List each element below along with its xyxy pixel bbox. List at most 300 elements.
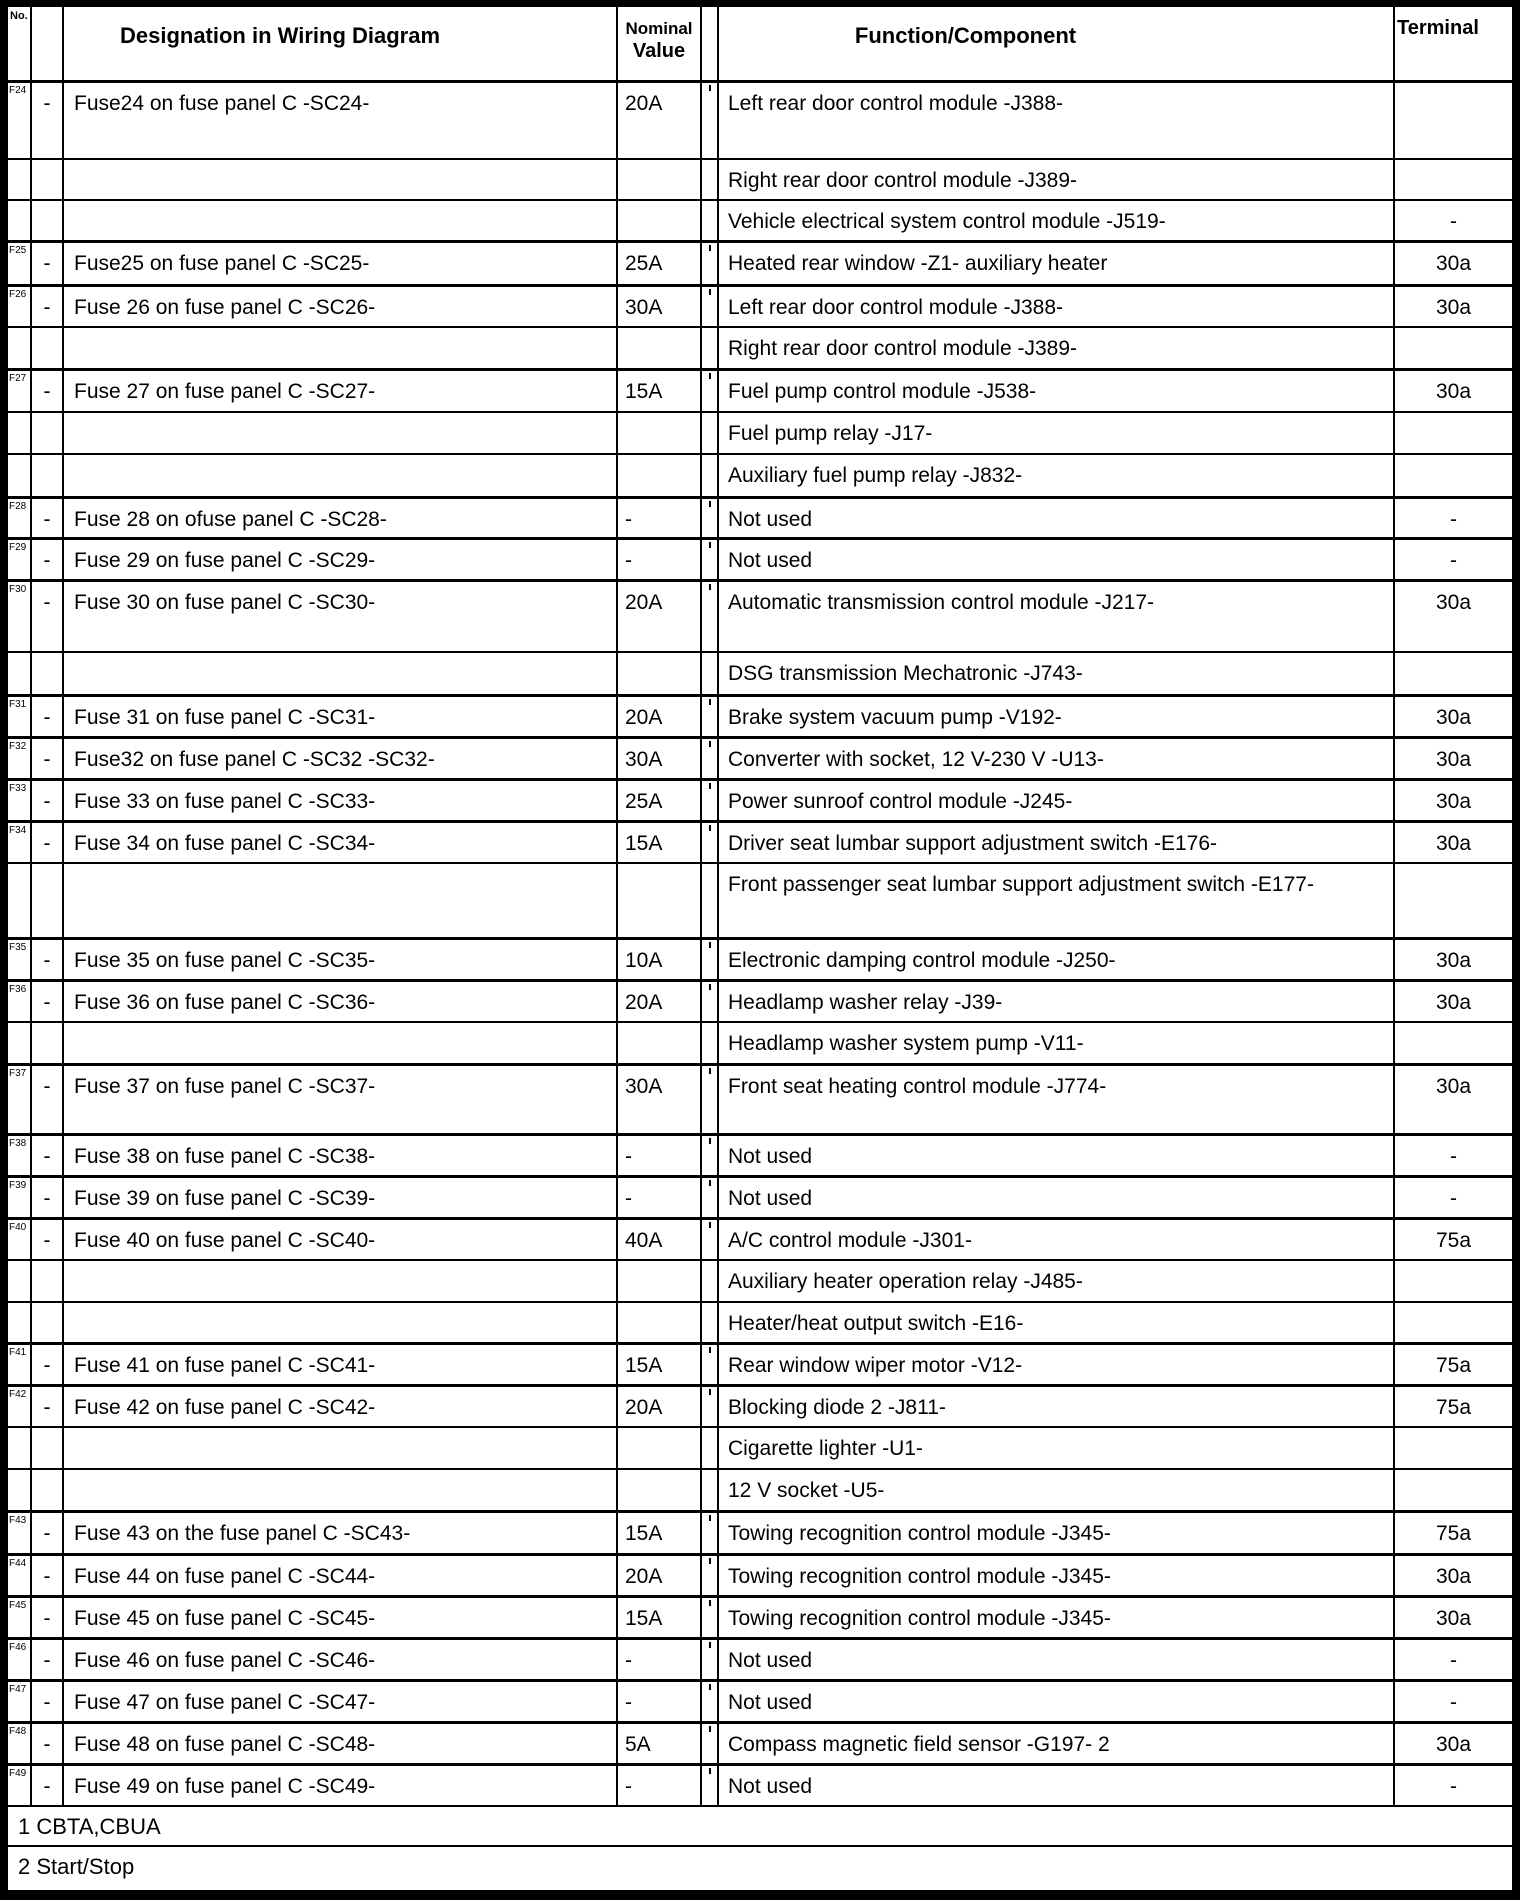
function-cell: Not used <box>719 499 1395 537</box>
scan-tick-mark <box>709 1768 711 1774</box>
terminal-cell <box>1395 1023 1512 1063</box>
fuse-id-label: F34 <box>8 823 32 862</box>
dash-cell: - <box>32 1513 64 1553</box>
dash-cell <box>32 328 64 368</box>
spacer-cell <box>702 243 719 284</box>
dash-cell: - <box>32 582 64 651</box>
nominal-value-cell <box>618 1303 702 1342</box>
dash-cell: - <box>32 1556 64 1595</box>
nominal-value-cell: - <box>618 499 702 537</box>
dash-cell: - <box>32 243 64 284</box>
table-header-row <box>8 7 1512 80</box>
spacer-cell <box>702 1345 719 1384</box>
function-cell: Auxiliary heater operation relay -J485- <box>719 1261 1395 1301</box>
function-cell: Towing recognition control module -J345- <box>719 1598 1395 1637</box>
table-row <box>8 937 1512 979</box>
function-cell: Headlamp washer relay -J39- <box>719 982 1395 1021</box>
fuse-id-label: F25 <box>8 243 32 284</box>
terminal-cell: 30a <box>1435 380 1472 403</box>
spacer-cell <box>702 864 719 937</box>
table-row <box>8 411 1512 453</box>
fuse-id-label: F39 <box>8 1178 32 1217</box>
scan-tick-mark <box>709 245 711 251</box>
spacer-cell <box>702 1640 719 1679</box>
table-row <box>8 1721 1512 1763</box>
dash-cell: - <box>32 287 64 326</box>
scan-tick-mark <box>709 699 711 705</box>
dash-cell <box>32 201 64 240</box>
nominal-value-cell: 30A <box>618 287 702 326</box>
scan-tick-mark <box>709 1347 711 1353</box>
nominal-value-cell: - <box>618 1766 702 1805</box>
fuse-id-label: F35 <box>8 940 32 979</box>
scan-tick-mark <box>709 289 711 295</box>
table-row <box>8 199 1512 240</box>
header-nominal-value <box>618 7 702 80</box>
fuse-id-label: F43 <box>8 1513 32 1553</box>
function-cell: DSG transmission Mechatronic -J743- <box>719 653 1395 694</box>
table-row <box>8 1553 1512 1595</box>
function-cell: 12 V socket -U5- <box>719 1470 1395 1510</box>
table-row <box>8 1637 1512 1679</box>
scan-tick-mark <box>709 85 711 91</box>
fuse-id-label <box>8 653 32 694</box>
dash-cell: - <box>32 697 64 736</box>
table-row <box>8 1595 1512 1637</box>
nominal-value-cell: 20A <box>618 1556 702 1595</box>
dash-cell <box>32 1428 64 1468</box>
spacer-cell <box>702 1428 719 1468</box>
designation-cell <box>64 328 618 368</box>
table-row <box>8 1063 1512 1133</box>
dash-cell <box>32 1303 64 1342</box>
function-cell: Not used <box>719 1640 1395 1679</box>
dash-cell <box>32 160 64 199</box>
table-row <box>8 1384 1512 1426</box>
dash-cell: - <box>32 739 64 778</box>
table-row <box>8 368 1512 411</box>
dash-cell: - <box>32 499 64 537</box>
designation-cell: Fuse 28 on ofuse panel C -SC28- <box>64 499 618 537</box>
fuse-id-label <box>8 1470 32 1510</box>
table-row <box>8 862 1512 937</box>
table-row <box>8 284 1512 326</box>
spacer-cell <box>702 201 719 240</box>
table-row <box>8 80 1512 158</box>
scan-tick-mark <box>709 1558 711 1564</box>
designation-cell <box>64 1428 618 1468</box>
fuse-id-label: F37 <box>8 1066 32 1133</box>
terminal-cell: 30a <box>1435 991 1472 1014</box>
designation-cell: Fuse 30 on fuse panel C -SC30- <box>64 582 618 651</box>
dash-cell: - <box>32 1682 64 1721</box>
scan-tick-mark <box>709 1642 711 1648</box>
dash-cell: - <box>32 1220 64 1259</box>
designation-cell: Fuse 29 on fuse panel C -SC29- <box>64 540 618 579</box>
function-cell: Electronic damping control module -J250- <box>719 940 1395 979</box>
dash-cell: - <box>32 982 64 1021</box>
fuse-id-label <box>8 1261 32 1301</box>
scan-tick-mark <box>709 542 711 548</box>
footnote-cbta-cbua: 1 CBTA,CBUA <box>8 1805 1512 1845</box>
dash-cell: - <box>32 1345 64 1384</box>
table-row <box>8 694 1512 736</box>
dash-cell: - <box>32 540 64 579</box>
terminal-cell <box>1395 1470 1512 1510</box>
function-cell: Not used <box>719 540 1395 579</box>
function-cell: Front seat heating control module -J774- <box>719 1066 1395 1133</box>
designation-cell <box>64 160 618 199</box>
dash-cell: - <box>32 781 64 820</box>
nominal-value-cell <box>618 864 702 937</box>
nominal-value-cell: 15A <box>618 823 702 862</box>
designation-cell <box>64 1023 618 1063</box>
header-function-component: Function/Component <box>719 7 1395 80</box>
terminal-cell <box>1395 1303 1512 1342</box>
nominal-value-cell: 30A <box>618 739 702 778</box>
table-row <box>8 158 1512 199</box>
function-cell: Compass magnetic field sensor -G197- 2 <box>719 1724 1395 1763</box>
terminal-cell: 30a <box>1435 252 1472 275</box>
fuse-id-label <box>8 201 32 240</box>
table-row <box>8 1175 1512 1217</box>
designation-cell: Fuse25 on fuse panel C -SC25- <box>64 243 618 284</box>
designation-cell: Fuse 38 on fuse panel C -SC38- <box>64 1136 618 1175</box>
table-row <box>8 537 1512 579</box>
table-row <box>8 1679 1512 1721</box>
function-cell: Front passenger seat lumbar support adjustment switch -E177- <box>719 864 1395 937</box>
terminal-cell: 75a <box>1435 1354 1472 1377</box>
table-row <box>8 1468 1512 1510</box>
terminal-cell: 30a <box>1435 748 1472 771</box>
function-cell: A/C control module -J301- <box>719 1220 1395 1259</box>
nominal-value-cell <box>618 1261 702 1301</box>
function-cell: Driver seat lumbar support adjustment switch -E176- <box>719 823 1395 862</box>
scan-tick-mark <box>709 825 711 831</box>
fuse-id-label: F40 <box>8 1220 32 1259</box>
spacer-cell <box>702 1387 719 1426</box>
fuse-id-label <box>8 1303 32 1342</box>
table-row <box>8 1133 1512 1175</box>
designation-cell: Fuse 35 on fuse panel C -SC35- <box>64 940 618 979</box>
function-cell: Automatic transmission control module -J217- <box>719 582 1395 651</box>
terminal-cell: 75a <box>1435 1396 1472 1419</box>
fuse-id-label: F36 <box>8 982 32 1021</box>
fuse-id-label: F48 <box>8 1724 32 1763</box>
terminal-cell: - <box>1450 508 1457 531</box>
terminal-cell <box>1395 1261 1512 1301</box>
table-body <box>8 80 1512 1805</box>
dash-cell: - <box>32 1136 64 1175</box>
dash-cell <box>32 413 64 453</box>
spacer-cell <box>702 1556 719 1595</box>
scan-tick-mark <box>709 1180 711 1186</box>
spacer-cell <box>702 781 719 820</box>
scan-tick-mark <box>709 741 711 747</box>
spacer-cell <box>702 823 719 862</box>
table-row <box>8 651 1512 694</box>
scan-tick-mark <box>709 1515 711 1521</box>
dash-cell: - <box>32 1766 64 1805</box>
dash-cell <box>32 653 64 694</box>
table-row <box>8 1021 1512 1063</box>
table-row <box>8 820 1512 862</box>
designation-cell: Fuse 47 on fuse panel C -SC47- <box>64 1682 618 1721</box>
table-row <box>8 778 1512 820</box>
designation-cell: Fuse 44 on fuse panel C -SC44- <box>64 1556 618 1595</box>
designation-cell: Fuse 40 on fuse panel C -SC40- <box>64 1220 618 1259</box>
nominal-value-cell: 25A <box>618 243 702 284</box>
function-cell: Right rear door control module -J389- <box>719 328 1395 368</box>
function-cell: Auxiliary fuel pump relay -J832- <box>719 455 1395 496</box>
nominal-value-cell: - <box>618 1640 702 1679</box>
designation-cell: Fuse 34 on fuse panel C -SC34- <box>64 823 618 862</box>
designation-cell: Fuse 33 on fuse panel C -SC33- <box>64 781 618 820</box>
terminal-cell: - <box>1450 210 1457 233</box>
spacer-cell <box>702 540 719 579</box>
spacer-cell <box>702 1682 719 1721</box>
dash-cell: - <box>32 940 64 979</box>
terminal-cell: - <box>1450 549 1457 572</box>
terminal-cell: - <box>1450 1145 1457 1168</box>
spacer-cell <box>702 1136 719 1175</box>
designation-cell: Fuse 27 on fuse panel C -SC27- <box>64 371 618 411</box>
function-cell: Not used <box>719 1136 1395 1175</box>
function-cell: Cigarette lighter -U1- <box>719 1428 1395 1468</box>
fuse-id-label: F28 <box>8 499 32 537</box>
nominal-value-cell: 15A <box>618 1598 702 1637</box>
function-cell: Left rear door control module -J388- <box>719 83 1395 158</box>
spacer-cell <box>702 1178 719 1217</box>
scan-tick-mark <box>709 501 711 507</box>
fuse-id-label: F42 <box>8 1387 32 1426</box>
spacer-cell <box>702 1766 719 1805</box>
terminal-cell <box>1395 328 1512 368</box>
nominal-value-cell: - <box>618 1682 702 1721</box>
nominal-value-cell <box>618 160 702 199</box>
terminal-cell <box>1395 1428 1512 1468</box>
dash-cell <box>32 864 64 937</box>
nominal-value-cell <box>618 1428 702 1468</box>
terminal-cell <box>1395 653 1512 694</box>
header-no: No. <box>8 7 32 80</box>
spacer-cell <box>702 1513 719 1553</box>
nominal-value-cell: 5A <box>618 1724 702 1763</box>
spacer-cell <box>702 287 719 326</box>
fuse-id-label: F26 <box>8 287 32 326</box>
fuse-id-label: F24 <box>8 83 32 158</box>
function-cell: Left rear door control module -J388- <box>719 287 1395 326</box>
nominal-value-cell: 20A <box>618 582 702 651</box>
terminal-cell: 30a <box>1435 949 1472 972</box>
designation-cell: Fuse 39 on fuse panel C -SC39- <box>64 1178 618 1217</box>
spacer-cell <box>702 413 719 453</box>
scan-tick-mark <box>709 1684 711 1690</box>
nominal-value-cell <box>618 413 702 453</box>
scan-tick-mark <box>709 1389 711 1395</box>
fuse-id-label: F46 <box>8 1640 32 1679</box>
header-terminal: Terminal <box>1397 17 1479 39</box>
designation-cell: Fuse 37 on fuse panel C -SC37- <box>64 1066 618 1133</box>
terminal-cell: 30a <box>1435 832 1472 855</box>
designation-cell: Fuse 43 on the fuse panel C -SC43- <box>64 1513 618 1553</box>
terminal-cell <box>1395 864 1512 937</box>
fuse-id-label: F30 <box>8 582 32 651</box>
function-cell: Rear window wiper motor -V12- <box>719 1345 1395 1384</box>
spacer-cell <box>702 499 719 537</box>
scan-tick-mark <box>709 783 711 789</box>
header-nominal-line2: Value <box>632 40 686 62</box>
table-row <box>8 496 1512 537</box>
table-row <box>8 240 1512 284</box>
spacer-cell <box>702 739 719 778</box>
dash-cell: - <box>32 1724 64 1763</box>
fuse-id-label: F31 <box>8 697 32 736</box>
terminal-cell: 30a <box>1435 296 1472 319</box>
table-row <box>8 1217 1512 1259</box>
spacer-cell <box>702 982 719 1021</box>
function-cell: Towing recognition control module -J345- <box>719 1513 1395 1553</box>
terminal-cell <box>1395 413 1512 453</box>
nominal-value-cell <box>618 653 702 694</box>
terminal-cell: - <box>1450 1691 1457 1714</box>
nominal-value-cell: 15A <box>618 1345 702 1384</box>
designation-cell <box>64 1261 618 1301</box>
spacer-cell <box>702 653 719 694</box>
terminal-cell: 30a <box>1435 1565 1472 1588</box>
spacer-cell <box>702 1724 719 1763</box>
nominal-value-cell: 30A <box>618 1066 702 1133</box>
spacer-cell <box>702 455 719 496</box>
dash-cell <box>32 1023 64 1063</box>
terminal-cell: 75a <box>1435 1229 1472 1252</box>
terminal-cell: 30a <box>1435 1733 1472 1756</box>
nominal-value-cell <box>618 201 702 240</box>
table-row <box>8 1342 1512 1384</box>
fuse-id-label: F32 <box>8 739 32 778</box>
header-nominal-line1: Nominal <box>625 19 693 38</box>
designation-cell <box>64 1470 618 1510</box>
nominal-value-cell <box>618 455 702 496</box>
designation-cell <box>64 1303 618 1342</box>
terminal-cell: 30a <box>1435 1075 1472 1098</box>
spacer-cell <box>702 328 719 368</box>
table-row <box>8 326 1512 368</box>
header-dash-column <box>32 7 64 80</box>
spacer-cell <box>702 582 719 651</box>
function-cell: Vehicle electrical system control module -J519- <box>719 201 1395 240</box>
function-cell: Power sunroof control module -J245- <box>719 781 1395 820</box>
dash-cell <box>32 1261 64 1301</box>
function-cell: Towing recognition control module -J345- <box>719 1556 1395 1595</box>
fuse-id-label: F27 <box>8 371 32 411</box>
footnote-start-stop: 2 Start/Stop <box>8 1845 1512 1890</box>
designation-cell: Fuse 36 on fuse panel C -SC36- <box>64 982 618 1021</box>
spacer-cell <box>702 1220 719 1259</box>
scan-tick-mark <box>709 1600 711 1606</box>
scan-tick-mark <box>709 942 711 948</box>
terminal-cell: - <box>1450 1187 1457 1210</box>
designation-cell: Fuse 42 on fuse panel C -SC42- <box>64 1387 618 1426</box>
fuse-id-label: F44 <box>8 1556 32 1595</box>
nominal-value-cell: 20A <box>618 1387 702 1426</box>
function-cell: Brake system vacuum pump -V192- <box>719 697 1395 736</box>
dash-cell: - <box>32 1066 64 1133</box>
spacer-cell <box>702 1470 719 1510</box>
fuse-id-label <box>8 1023 32 1063</box>
spacer-cell <box>702 940 719 979</box>
spacer-cell <box>702 1261 719 1301</box>
fuse-id-label: F38 <box>8 1136 32 1175</box>
scan-tick-mark <box>709 1222 711 1228</box>
nominal-value-cell: - <box>618 1136 702 1175</box>
spacer-cell <box>702 697 719 736</box>
nominal-value-cell: 10A <box>618 940 702 979</box>
dash-cell: - <box>32 1598 64 1637</box>
function-cell: Converter with socket, 12 V-230 V -U13- <box>719 739 1395 778</box>
function-cell: Right rear door control module -J389- <box>719 160 1395 199</box>
terminal-cell: 30a <box>1435 591 1472 614</box>
function-cell: Not used <box>719 1682 1395 1721</box>
header-spacer-column <box>702 7 719 80</box>
table-row <box>8 1510 1512 1553</box>
spacer-cell <box>702 1303 719 1342</box>
table-row <box>8 453 1512 496</box>
table-row <box>8 979 1512 1021</box>
fuse-id-label: F49 <box>8 1766 32 1805</box>
designation-cell <box>64 201 618 240</box>
designation-cell: Fuse24 on fuse panel C -SC24- <box>64 83 618 158</box>
function-cell: Not used <box>719 1178 1395 1217</box>
terminal-cell: 30a <box>1435 706 1472 729</box>
fuse-id-label: F29 <box>8 540 32 579</box>
designation-cell <box>64 413 618 453</box>
dash-cell: - <box>32 1178 64 1217</box>
table-row <box>8 736 1512 778</box>
header-designation: Designation in Wiring Diagram <box>64 7 618 80</box>
function-cell: Heater/heat output switch -E16- <box>719 1303 1395 1342</box>
table-row <box>8 579 1512 651</box>
terminal-cell <box>1395 83 1512 158</box>
designation-cell: Fuse 48 on fuse panel C -SC48- <box>64 1724 618 1763</box>
spacer-cell <box>702 1598 719 1637</box>
dash-cell <box>32 455 64 496</box>
spacer-cell <box>702 1023 719 1063</box>
table-row <box>8 1763 1512 1805</box>
designation-cell <box>64 864 618 937</box>
scan-tick-mark <box>709 1726 711 1732</box>
designation-cell <box>64 653 618 694</box>
terminal-cell: 30a <box>1435 790 1472 813</box>
terminal-cell <box>1395 160 1512 199</box>
nominal-value-cell: 15A <box>618 1513 702 1553</box>
scan-tick-mark <box>709 984 711 990</box>
nominal-value-cell: - <box>618 540 702 579</box>
designation-cell: Fuse 46 on fuse panel C -SC46- <box>64 1640 618 1679</box>
nominal-value-cell: 20A <box>618 83 702 158</box>
dash-cell: - <box>32 371 64 411</box>
table-row <box>8 1301 1512 1342</box>
nominal-value-cell: 20A <box>618 982 702 1021</box>
spacer-cell <box>702 1066 719 1133</box>
designation-cell <box>64 455 618 496</box>
nominal-value-cell: - <box>618 1178 702 1217</box>
fuse-id-label: F45 <box>8 1598 32 1637</box>
function-cell: Not used <box>719 1766 1395 1805</box>
function-cell: Headlamp washer system pump -V11- <box>719 1023 1395 1063</box>
nominal-value-cell <box>618 328 702 368</box>
terminal-cell <box>1395 455 1512 496</box>
